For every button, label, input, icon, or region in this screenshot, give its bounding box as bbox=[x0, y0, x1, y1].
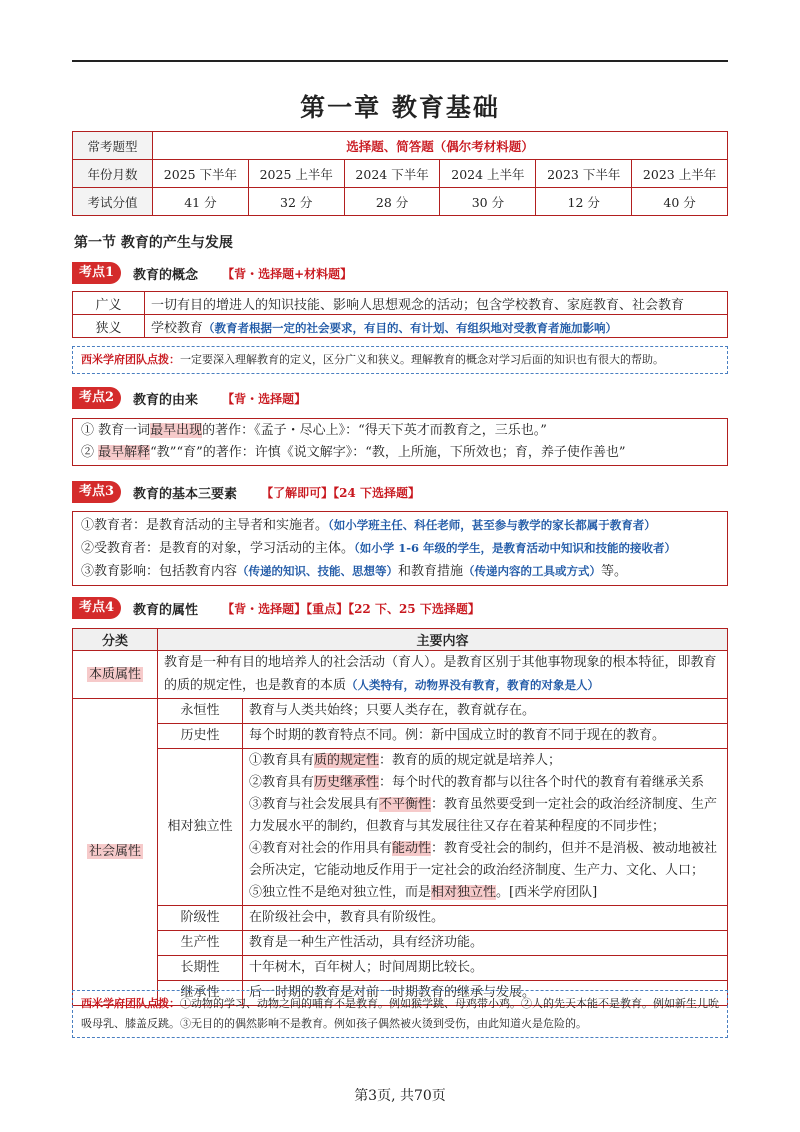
text: ①教育具有 bbox=[249, 753, 315, 768]
column-header: 分类 bbox=[73, 629, 158, 651]
origin-line-1 bbox=[73, 420, 727, 442]
category-label: 本质属性 bbox=[88, 666, 141, 682]
highlight: 质的规定性 bbox=[314, 753, 380, 768]
def-extra: （教育者根据一定的社会要求，有目的、有计划、有组织地对受教育者施加影响） bbox=[203, 320, 618, 335]
tip-lead: 西米学府团队点拨： bbox=[81, 997, 180, 1010]
table-row bbox=[73, 188, 728, 216]
kd1-tag: 考点1 bbox=[72, 262, 121, 284]
text: 和教育措施 bbox=[398, 564, 464, 579]
sub-label: 继承性 bbox=[158, 981, 243, 1006]
score-cell: 30 分 bbox=[440, 188, 536, 216]
table-row bbox=[73, 931, 728, 956]
text: ③教育影响：包括教育内容 bbox=[81, 564, 238, 579]
top-rule bbox=[72, 60, 728, 62]
kd4-tip-box bbox=[72, 990, 728, 1038]
kd2-box bbox=[72, 418, 728, 466]
text: 的著作：《孟子・尽心上》：“得天下英才而教育之，三乐也。” bbox=[202, 423, 547, 438]
def-label: 广义 bbox=[73, 292, 145, 315]
category-cell bbox=[73, 699, 158, 1006]
year-cell: 2025 上半年 bbox=[248, 160, 344, 188]
note: （传递的知识、技能、思想等） bbox=[237, 564, 399, 578]
text: 等。 bbox=[601, 564, 628, 579]
kd2-title: 教育的由来 bbox=[133, 392, 199, 408]
kd2-note: 【背・选择题】 bbox=[222, 391, 307, 406]
text: ：教育虽然要受到一定社会的政治经济制度、生产力发展水平的制约，但教育与其发展往往又存在着某种程度的不同步性； bbox=[249, 797, 718, 834]
score-cell: 28 分 bbox=[344, 188, 440, 216]
attributes-table bbox=[72, 628, 728, 1006]
sub-label: 生产性 bbox=[158, 931, 243, 956]
text: “教”“育”的著作：许慎《说文解字》：“教，上所施，下所效也；育，养子使作善也” bbox=[150, 445, 626, 460]
year-cell: 2025 下半年 bbox=[153, 160, 249, 188]
category-label: 社会属性 bbox=[88, 844, 141, 859]
row-label: 常考题型 bbox=[73, 132, 153, 160]
content-cell: 在阶级社会中，教育具有阶级性。 bbox=[243, 906, 728, 931]
content-cell: 后一时期的教育是对前一时期教育的继承与发展。 bbox=[243, 981, 728, 1006]
tip-text: ①动物的学习、动物之间的哺育不是教育。例如猴学跳、母鸡带小鸡。②人的先天本能不是教育。例如新生儿吮吸母乳、膝盖反跳。③无目的的偶然影响不是教育。例如孩子偶然被火烫到受伤，由此知道火是危险的。 bbox=[81, 997, 719, 1030]
text: ①教育者：是教育活动的主导者和实施者。 bbox=[81, 518, 329, 533]
year-cell: 2024 上半年 bbox=[440, 160, 536, 188]
sub-label: 相对独立性 bbox=[158, 749, 243, 906]
table-row bbox=[73, 956, 728, 981]
note: （人类特有，动物界没有教育，教育的对象是人） bbox=[346, 678, 600, 692]
element-line-1 bbox=[73, 514, 727, 537]
kd4-tag: 考点4 bbox=[72, 597, 121, 619]
text: ②教育具有 bbox=[249, 775, 315, 790]
note: （传递内容的工具或方式） bbox=[463, 564, 602, 578]
text: ②受教育者：是教育的对象，学习活动的主体。 bbox=[81, 541, 355, 556]
year-cell: 2024 下半年 bbox=[344, 160, 440, 188]
page-title: 第一章 教育基础 bbox=[300, 93, 500, 122]
year-cell: 2023 上半年 bbox=[632, 160, 728, 188]
table-row bbox=[73, 315, 728, 338]
kd1-definition-box bbox=[72, 291, 728, 338]
note: （如小学班主任、科任老师，甚至参与教学的家长都属于教育者） bbox=[328, 518, 656, 532]
kd2-header bbox=[72, 387, 306, 409]
relative-item-2 bbox=[249, 772, 721, 794]
text: ① 教育一词 bbox=[81, 423, 151, 438]
text: ：教育受社会的制约，但并不是消极、被动地被社会所决定，它能动地反作用于一定社会的政治经济制度、生产力、文化、人口； bbox=[249, 841, 718, 878]
highlight: 相对独立性 bbox=[431, 885, 497, 900]
score-cell: 32 分 bbox=[248, 188, 344, 216]
score-cell: 41 分 bbox=[153, 188, 249, 216]
table-row bbox=[73, 699, 728, 724]
column-header: 主要内容 bbox=[158, 629, 728, 651]
page-number: 第3页, 共70页 bbox=[354, 1088, 446, 1104]
kd2-tag: 考点2 bbox=[72, 387, 121, 409]
content-cell: 每个时期的教育特点不同。例：新中国成立时的教育不同于现在的教育。 bbox=[243, 724, 728, 749]
kd4-title: 教育的属性 bbox=[133, 602, 199, 618]
relative-item-5 bbox=[249, 882, 721, 904]
kd1-title: 教育的概念 bbox=[133, 267, 199, 283]
kd4-note: 【背・选择题】【重点】【22 下、25 下选择题】 bbox=[222, 601, 480, 616]
text: ：教育的质的规定就是培养人； bbox=[379, 753, 562, 768]
note: （如小学 1-6 年级的学生，是教育活动中知识和技能的接收者） bbox=[354, 541, 677, 555]
table-header-row bbox=[73, 629, 728, 651]
kd1-tip-box bbox=[72, 346, 728, 374]
element-line-3 bbox=[73, 560, 727, 583]
kd3-title: 教育的基本三要素 bbox=[133, 486, 238, 502]
content-cell: 教育是一种生产性活动，具有经济功能。 bbox=[243, 931, 728, 956]
content-cell bbox=[243, 749, 728, 906]
content-cell: 十年树木，百年树人；时间周期比较长。 bbox=[243, 956, 728, 981]
highlight: 能动性 bbox=[392, 841, 432, 856]
kd4-header bbox=[72, 597, 480, 619]
sub-label: 长期性 bbox=[158, 956, 243, 981]
content-cell: 教育与人类共始终；只要人类存在，教育就存在。 bbox=[243, 699, 728, 724]
table-row bbox=[73, 724, 728, 749]
relative-item-4 bbox=[249, 838, 721, 882]
relative-item-3 bbox=[249, 794, 721, 838]
sub-label: 永恒性 bbox=[158, 699, 243, 724]
row-label: 考试分值 bbox=[73, 188, 153, 216]
highlight: 最早解释 bbox=[98, 445, 151, 460]
row-label: 年份月数 bbox=[73, 160, 153, 188]
kd1-note: 【背・选择题+材料题】 bbox=[222, 266, 353, 281]
text: ④教育对社会的作用具有 bbox=[249, 841, 393, 856]
origin-line-2 bbox=[73, 442, 727, 464]
def-text: 学校教育 bbox=[151, 320, 204, 336]
element-line-2 bbox=[73, 537, 727, 560]
table-row bbox=[73, 132, 728, 160]
section-title: 第一节 教育的产生与发展 bbox=[74, 235, 233, 251]
highlight: 最早出现 bbox=[150, 423, 203, 438]
def-label: 狭义 bbox=[73, 315, 145, 338]
text: ⑤独立性不是绝对独立性，而是 bbox=[249, 885, 432, 900]
kd3-note: 【了解即可】【24 下选择题】 bbox=[261, 485, 420, 500]
highlight: 不平衡性 bbox=[379, 797, 432, 812]
table-row bbox=[73, 651, 728, 699]
category-cell bbox=[73, 651, 158, 699]
sub-label: 历史性 bbox=[158, 724, 243, 749]
kd3-box bbox=[72, 511, 728, 586]
kd3-header bbox=[72, 481, 420, 503]
tip-lead: 西米学府团队点拨： bbox=[81, 353, 180, 366]
score-cell: 40 分 bbox=[632, 188, 728, 216]
definition-table bbox=[72, 291, 728, 338]
text: 。[西米学府团队] bbox=[496, 885, 598, 900]
text: ③教育与社会发展具有 bbox=[249, 797, 380, 812]
text: 教育是一种有目的地培养人的社会活动（育人）。是教育区别于其他事物现象的根本特征，即教育的质的规定性，也是教育的本质 bbox=[164, 655, 717, 693]
content-cell bbox=[158, 651, 728, 699]
def-text: 一切有目的增进人的知识技能、影响人思想观念的活动；包含学校教育、家庭教育、社会教育 bbox=[145, 292, 728, 315]
relative-item-1 bbox=[249, 750, 721, 772]
text: ② bbox=[81, 445, 99, 460]
table-row bbox=[73, 749, 728, 906]
kd3-tag: 考点3 bbox=[72, 481, 121, 503]
kd1-header bbox=[72, 262, 352, 284]
table-row bbox=[73, 906, 728, 931]
highlight: 历史继承性 bbox=[314, 775, 380, 790]
score-cell: 12 分 bbox=[536, 188, 632, 216]
tip-text: 一定要深入理解教育的定义，区分广义和狭义。理解教育的概念对学习后面的知识也有很大的帮助。 bbox=[180, 353, 664, 366]
table-row bbox=[73, 160, 728, 188]
question-types: 选择题、简答题（偶尔考材料题） bbox=[153, 132, 728, 160]
sub-label: 阶级性 bbox=[158, 906, 243, 931]
def-cell bbox=[145, 315, 728, 338]
text: ：每个时代的教育都与以往各个时代的教育有着继承关系 bbox=[379, 775, 705, 790]
table-row bbox=[73, 292, 728, 315]
exam-info-table bbox=[72, 131, 728, 216]
year-cell: 2023 下半年 bbox=[536, 160, 632, 188]
